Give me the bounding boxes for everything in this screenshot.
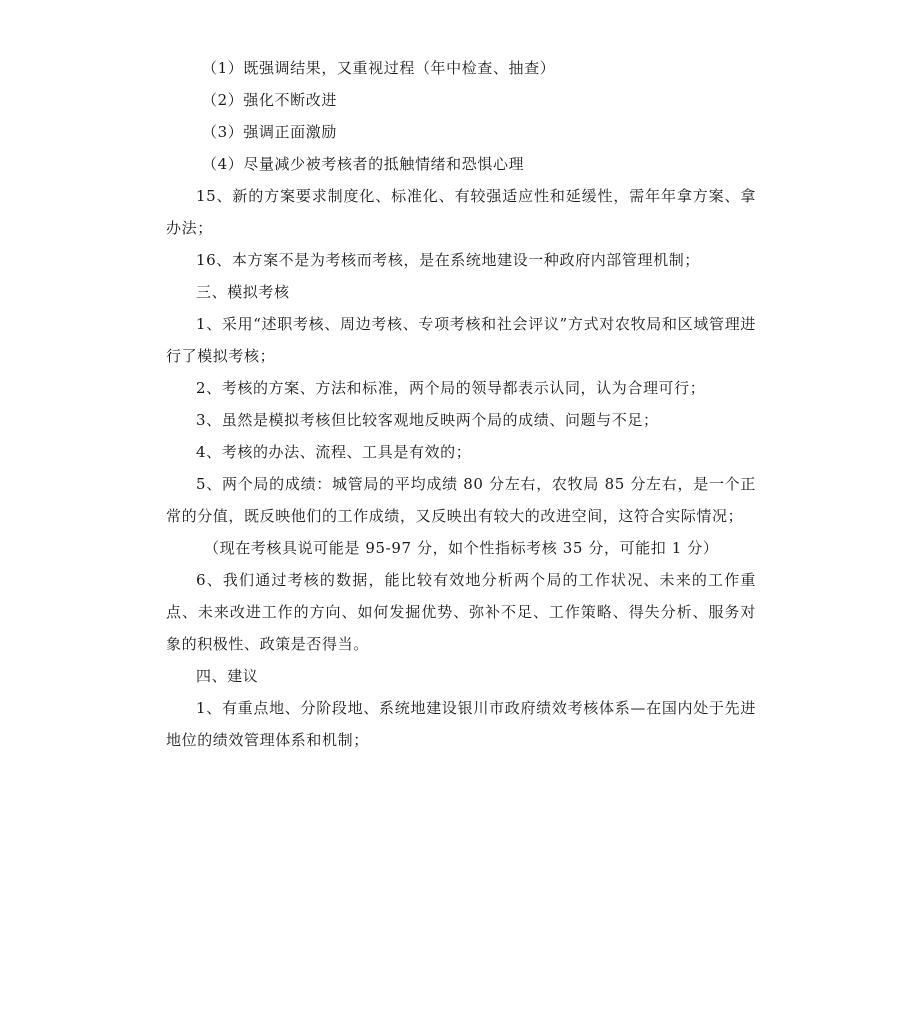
list-item-1: （1）既强调结果，又重视过程（年中检查、抽查）: [202, 59, 556, 77]
paragraph-sim-2: 2、考核的方案、方法和标准，两个局的领导都表示认同，认为合理可行；: [196, 379, 706, 397]
list-item-3: （3）强调正面激励: [202, 123, 337, 141]
paragraph-note: （现在考核具说可能是 95-97 分，如个性指标考核 35 分，可能扣 1 分）: [204, 539, 719, 557]
paragraph-suggest-1: 1、有重点地、分阶段地、系统地建设银川市政府绩效考核体系—在国内处于先进地位的绩效管理体系和机制；: [166, 699, 756, 749]
section-heading-4: 四、建议: [196, 667, 259, 685]
section-heading-3: 三、模拟考核: [196, 283, 290, 301]
paragraph-sim-6: 6、我们通过考核的数据，能比较有效地分析两个局的工作状况、未来的工作重点、未来改进工作的方向、如何发掘优势、弥补不足、工作策略、得失分析、服务对象的积极性、政策是否得当。: [166, 571, 756, 653]
paragraph-15: 15、新的方案要求制度化、标准化、有较强适应性和延缓性，需年年拿方案、拿办法；: [166, 187, 756, 237]
paragraph-16: 16、本方案不是为考核而考核，是在系统地建设一种政府内部管理机制；: [196, 251, 700, 269]
list-item-4: （4）尽量减少被考核者的抵触情绪和恐惧心理: [202, 155, 525, 173]
paragraph-sim-5: 5、两个局的成绩：城管局的平均成绩 80 分左右，农牧局 85 分左右，是一个正常的分值，既反映他们的工作成绩，又反映出有较大的改进空间，这符合实际情况；: [166, 475, 756, 525]
document-body: [166, 52, 756, 756]
paragraph-sim-3: 3、虽然是模拟考核但比较客观地反映两个局的成绩、问题与不足；: [196, 411, 659, 429]
list-item-2: （2）强化不断改进: [202, 91, 337, 109]
paragraph-sim-1: 1、采用“述职考核、周边考核、专项考核和社会评议”方式对农牧局和区域管理进行了模拟考核；: [166, 315, 756, 365]
paragraph-sim-4: 4、考核的办法、流程、工具是有效的；: [196, 443, 472, 461]
